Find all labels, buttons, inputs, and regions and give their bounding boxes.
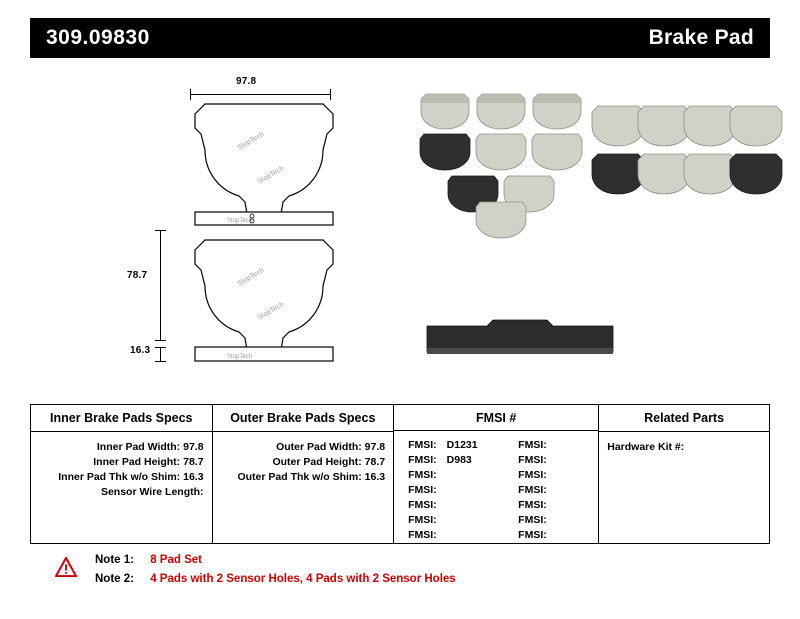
sensor-wire-length-label: Sensor Wire Length: — [100, 486, 204, 498]
spec-row — [221, 470, 386, 485]
fmsi-row — [408, 528, 496, 543]
part-number: 309.09830 — [46, 26, 150, 49]
related-row — [607, 440, 769, 455]
note-1-text: 8 Pad Set — [150, 554, 202, 566]
fmsi-row — [408, 498, 496, 513]
spec-row — [39, 470, 204, 485]
page-title: Brake Pad — [648, 26, 754, 49]
specifications-table — [30, 404, 770, 544]
fmsi-label: FMSI: — [518, 439, 547, 451]
pad-photo-group-front — [420, 94, 582, 238]
fmsi-row — [518, 438, 598, 453]
related-parts-body — [599, 432, 769, 543]
dimension-height-label: 78.7 — [127, 270, 148, 281]
fmsi-label: FMSI: — [408, 439, 437, 451]
fmsi-label: FMSI: — [408, 469, 437, 481]
header-bar — [30, 18, 770, 58]
fmsi-body — [394, 431, 598, 543]
warning-icon — [55, 557, 77, 577]
outer-pad-width-value: 97.8 — [364, 441, 386, 453]
inner-pad-height-value: 78.7 — [183, 456, 204, 468]
fmsi-label: FMSI: — [518, 454, 547, 466]
note-1-label: Note 1: — [95, 554, 134, 566]
dimension-thickness-label: 16.3 — [130, 345, 151, 356]
fmsi-label: FMSI: — [408, 484, 437, 496]
spec-row — [221, 440, 386, 455]
spec-row — [39, 440, 204, 455]
svg-text:StopTech: StopTech — [227, 354, 253, 360]
spec-row — [39, 485, 204, 500]
fmsi-label: FMSI: — [518, 529, 547, 541]
note-2-label: Note 2: — [95, 573, 134, 585]
fmsi-label: FMSI: — [408, 499, 437, 511]
outer-specs-heading: Outer Brake Pads Specs — [213, 405, 394, 432]
fmsi-left-list — [394, 438, 496, 543]
inner-specs-heading: Inner Brake Pads Specs — [31, 405, 212, 432]
fmsi-label: FMSI: — [408, 454, 437, 466]
outer-pad-height-label: Outer Pad Height: — [272, 456, 362, 468]
fmsi-heading: FMSI # — [394, 405, 598, 431]
outer-pad-width-label: Outer Pad Width: — [276, 441, 362, 453]
inner-pad-height-label: Inner Pad Height: — [93, 456, 181, 468]
svg-text:StopTech: StopTech — [256, 165, 286, 186]
related-parts-column — [599, 405, 769, 543]
spec-row — [221, 455, 386, 470]
inner-specs-column — [31, 405, 213, 543]
fmsi-row — [518, 468, 598, 483]
fmsi-code: D983 — [446, 454, 472, 466]
fmsi-row — [518, 483, 598, 498]
svg-text:StopTech: StopTech — [236, 267, 266, 288]
pad-face-view-top — [195, 104, 333, 220]
fmsi-label: FMSI: — [518, 514, 547, 526]
outer-pad-height-value: 78.7 — [364, 456, 386, 468]
note-2-row — [95, 573, 456, 585]
pad-thickness-view — [195, 347, 333, 361]
outer-pad-thickness-label: Outer Pad Thk w/o Shim: — [237, 471, 362, 483]
pad-face-view-bottom — [195, 240, 333, 356]
fmsi-row — [408, 513, 496, 528]
svg-text:StopTech: StopTech — [227, 218, 253, 224]
technical-drawings — [30, 64, 770, 394]
notes-section — [55, 552, 755, 598]
fmsi-label: FMSI: — [408, 514, 437, 526]
drawing-area — [30, 64, 770, 394]
hardware-kit-label: Hardware Kit #: — [607, 441, 685, 453]
fmsi-column — [394, 405, 599, 543]
fmsi-row — [518, 453, 598, 468]
outer-pad-thickness-value: 16.3 — [364, 471, 386, 483]
pad-photo-group-rear — [592, 106, 782, 194]
fmsi-row — [518, 513, 598, 528]
fmsi-label: FMSI: — [518, 499, 547, 511]
inner-pad-thickness-value: 16.3 — [183, 471, 204, 483]
fmsi-code: D1231 — [446, 439, 478, 451]
inner-specs-body — [31, 432, 212, 543]
inner-pad-width-label: Inner Pad Width: — [96, 441, 181, 453]
dimension-width-label: 97.8 — [236, 76, 257, 87]
fmsi-label: FMSI: — [408, 529, 437, 541]
pad-edge-view-top — [195, 212, 333, 225]
note-2-text: 4 Pads with 2 Sensor Holes, 4 Pads with 2 Sensor Holes — [150, 573, 456, 585]
fmsi-row — [408, 453, 496, 468]
related-parts-heading: Related Parts — [599, 405, 769, 432]
svg-text:StopTech: StopTech — [256, 301, 286, 322]
fmsi-row — [518, 498, 598, 513]
outer-specs-column — [213, 405, 395, 543]
fmsi-row — [408, 438, 496, 453]
note-1-row — [95, 554, 202, 566]
fmsi-right-list — [496, 438, 598, 543]
outer-specs-body — [213, 432, 394, 543]
fmsi-label: FMSI: — [518, 484, 547, 496]
spec-row — [39, 455, 204, 470]
inner-pad-thickness-label: Inner Pad Thk w/o Shim: — [58, 471, 181, 483]
fmsi-row — [408, 483, 496, 498]
svg-text:StopTech: StopTech — [236, 131, 266, 152]
pad-photo-edge-view — [427, 320, 613, 354]
fmsi-row — [518, 528, 598, 543]
inner-pad-width-value: 97.8 — [183, 441, 204, 453]
fmsi-row — [408, 468, 496, 483]
fmsi-label: FMSI: — [518, 469, 547, 481]
